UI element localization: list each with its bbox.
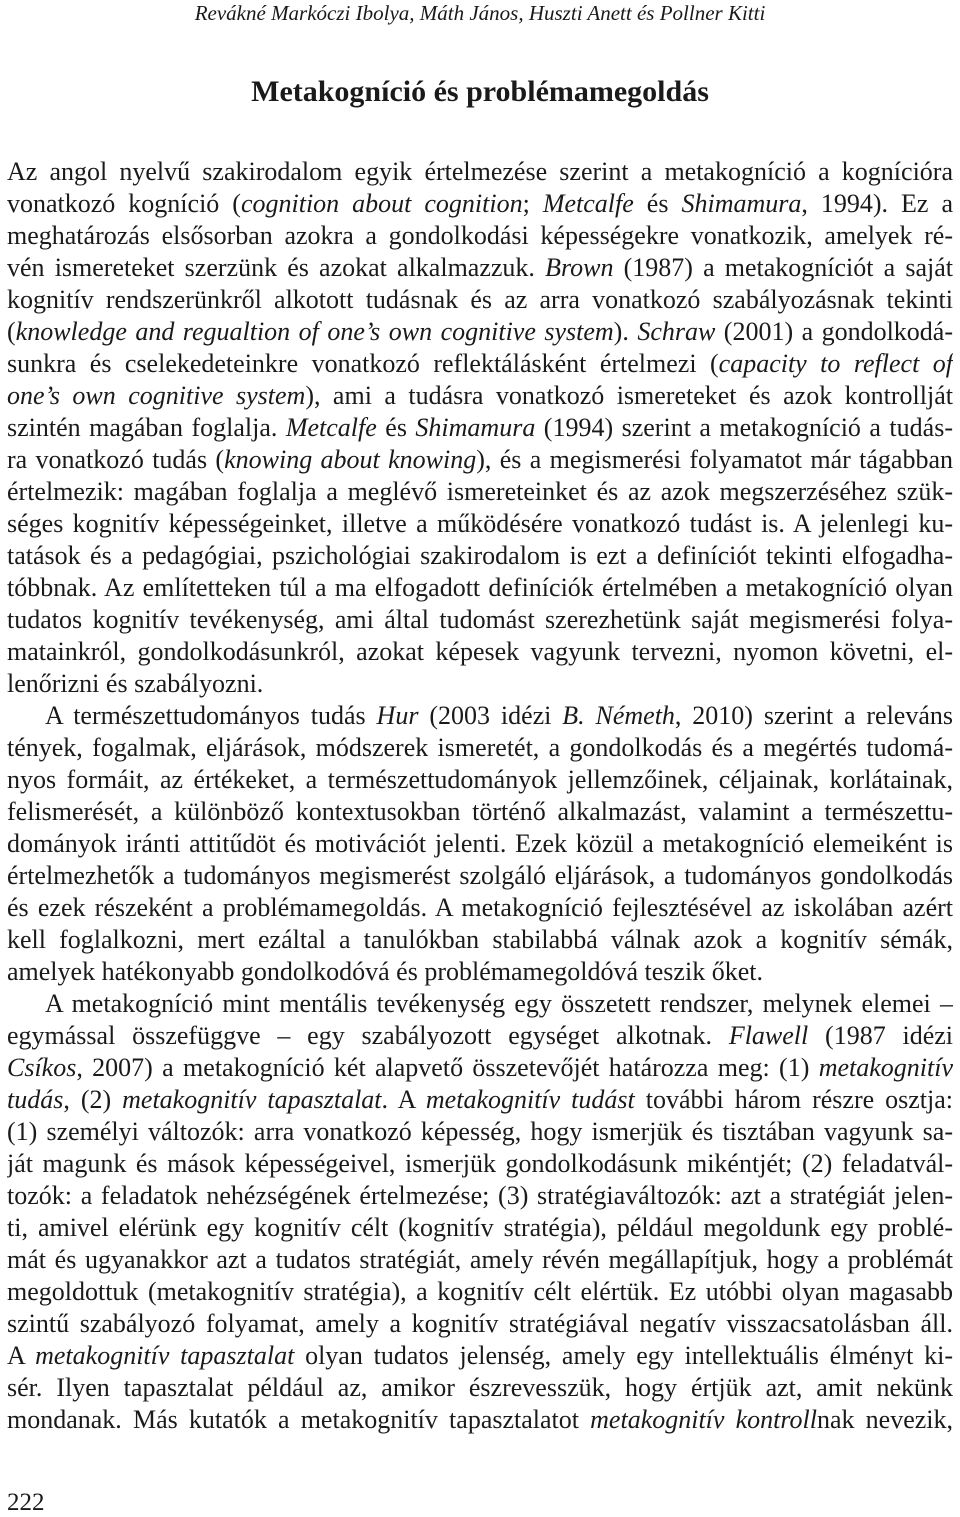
italic-text: Metcalfe bbox=[285, 413, 377, 442]
text-run: ra vonatkozó tudás ( bbox=[7, 445, 225, 474]
italic-text: Brown bbox=[545, 253, 614, 282]
italic-text: knowing about knowing bbox=[224, 445, 477, 474]
text-run: vén ismereteket szerzünk és azokat alkalmazzuk. bbox=[7, 253, 546, 282]
text-line bbox=[7, 1020, 953, 1052]
text-line bbox=[7, 924, 953, 956]
text-line bbox=[7, 956, 953, 988]
text-run: ). bbox=[613, 317, 638, 346]
italic-text: Metcalfe bbox=[542, 189, 634, 218]
text-run: (1) személyi változók: arra vonatkozó képesség, hogy ismerjük és tisztában vagyunk sa- bbox=[7, 1117, 953, 1146]
text-line bbox=[7, 316, 953, 348]
text-line bbox=[7, 1276, 953, 1308]
text-run: , 2007) a metakogníció két alapvető összetevőjét határozza meg: (1) bbox=[76, 1053, 819, 1082]
paragraph bbox=[7, 988, 953, 1436]
text-run: lenőrizni és szabályozni. bbox=[7, 669, 264, 698]
text-run: ját magunk és mások képességeivel, ismerjük gondolkodásunk mikéntjét; (2) feladatvál- bbox=[7, 1149, 953, 1178]
text-run: nak nevezik, bbox=[816, 1405, 953, 1434]
italic-text: cognition about cognition bbox=[240, 189, 523, 218]
text-run: további három részre osztja: bbox=[634, 1085, 953, 1114]
italic-text: B. Németh bbox=[562, 701, 675, 730]
text-run: dományok iránti attitűdöt és motivációt jelenti. Ezek közül a metakogníció elemeiként is bbox=[7, 829, 953, 858]
text-run: Az angol nyelvű szakirodalom egyik értelmezése szerint a metakogníció a kognícióra bbox=[7, 157, 953, 186]
text-run: és bbox=[633, 189, 682, 218]
text-run: (1987 idézi bbox=[808, 1021, 953, 1050]
text-run: egymással összefüggve – egy szabályozott egységet alkotnak. bbox=[7, 1021, 729, 1050]
text-run: és ezek részeként a problémamegoldás. A metakogníció fejlesztésével az iskolában azért bbox=[7, 893, 953, 922]
text-run: tények, fogalmak, eljárások, módszerek ismeretét, a gondolkodás és a megértés tudomá- bbox=[7, 733, 953, 762]
text-run: , 1994). Ez a bbox=[801, 189, 953, 218]
text-line bbox=[7, 220, 953, 252]
text-line bbox=[7, 668, 953, 700]
text-run: tudatos kognitív tevékenység, ami által tudomást szerezhetünk saját megismerési folya- bbox=[7, 605, 953, 634]
text-run: ( bbox=[7, 317, 16, 346]
text-line bbox=[7, 796, 953, 828]
text-line bbox=[7, 732, 953, 764]
text-line bbox=[7, 476, 953, 508]
text-run: sunkra és cselekedeteinkre vonatkozó reflektálásként értelmezi ( bbox=[7, 349, 719, 378]
text-run: felismerését, a különböző kontextusokban történő alkalmazást, valamint a természettu- bbox=[7, 797, 953, 826]
text-run: A természettudományos tudás bbox=[45, 701, 377, 730]
text-run: szintű szabályozó folyamat, amely a kognitív stratégiával negatív visszacsatolásban áll. bbox=[7, 1309, 953, 1338]
italic-text: metakognitív tudást bbox=[425, 1085, 635, 1114]
text-line bbox=[7, 860, 953, 892]
text-run: vonatkozó kogníció ( bbox=[7, 189, 241, 218]
text-line bbox=[7, 1116, 953, 1148]
text-line bbox=[7, 892, 953, 924]
text-run: tóbbnak. Az említetteken túl a ma elfogadott definíciók értelmében a metakogníció olyan bbox=[7, 573, 953, 602]
text-run: sér. Ilyen tapasztalat például az, amikor észrevesszük, hogy értjük azt, amit nekünk bbox=[7, 1373, 953, 1402]
text-run: (1987) a metakogníciót a saját bbox=[613, 253, 953, 282]
text-run: olyan tudatos jelenség, amely egy intellektuális élményt ki- bbox=[294, 1341, 953, 1370]
text-run: (2001) a gondolkodá- bbox=[715, 317, 953, 346]
text-line bbox=[7, 572, 953, 604]
text-run: mát és ugyanakkor azt a tudatos stratégiát, amely révén megállapítjuk, hogy a problémát bbox=[7, 1245, 953, 1274]
text-run: séges kognitív képességeinket, illetve a működésére vonatkozó tudást is. A jelenlegi ku- bbox=[7, 509, 953, 538]
text-run: (2003 idézi bbox=[418, 701, 563, 730]
text-run: matainkról, gondolkodásunkról, azokat képesek vagyunk tervezni, nyomon követni, el- bbox=[7, 637, 953, 666]
text-line bbox=[7, 412, 953, 444]
text-line bbox=[7, 764, 953, 796]
text-line bbox=[7, 156, 953, 188]
text-run: megoldottuk (metakognitív stratégia), a kognitív célt elértük. Ez utóbbi olyan magasabb bbox=[7, 1277, 953, 1306]
text-line bbox=[7, 540, 953, 572]
text-line bbox=[7, 1084, 953, 1116]
text-line bbox=[7, 252, 953, 284]
text-line bbox=[7, 444, 953, 476]
text-run: kell foglalkozni, mert ezáltal a tanulókban stabilabbá válnak azok a kognitív sémák, bbox=[7, 925, 953, 954]
italic-text: one’s own cognitive system bbox=[7, 381, 306, 410]
text-run: amelyek hatékonyabb gondolkodóvá és problémamegoldóvá teszik őket. bbox=[7, 957, 763, 986]
text-run: A bbox=[7, 1341, 36, 1370]
italic-text: Hur bbox=[376, 701, 419, 730]
text-run: , 2010) szerint a releváns bbox=[674, 701, 953, 730]
text-line bbox=[7, 1180, 953, 1212]
text-line bbox=[7, 380, 953, 412]
text-line bbox=[7, 1340, 953, 1372]
italic-text: Shimamura bbox=[415, 413, 536, 442]
paragraph bbox=[7, 700, 953, 988]
text-run: kognitív rendszerünkről alkotott tudásnak és az arra vonatkozó szabályozásnak tekinti bbox=[7, 285, 953, 314]
text-run: szintén magában foglalja. bbox=[7, 413, 286, 442]
text-run: (1994) szerint a metakogníció a tudás- bbox=[535, 413, 953, 442]
italic-text: Csíkos bbox=[7, 1053, 77, 1082]
text-line bbox=[7, 1372, 953, 1404]
text-line bbox=[7, 636, 953, 668]
text-run: mondanak. Más kutatók a metakognitív tapasztalatot bbox=[7, 1405, 591, 1434]
text-line bbox=[7, 348, 953, 380]
body-text bbox=[7, 156, 953, 1436]
italic-text: Schraw bbox=[637, 317, 716, 346]
text-line bbox=[7, 188, 953, 220]
text-line bbox=[7, 1308, 953, 1340]
text-run: ; bbox=[522, 189, 543, 218]
text-line bbox=[7, 1148, 953, 1180]
paragraph bbox=[7, 156, 953, 700]
text-run: értelmezhetők a tudományos megismerést szolgáló eljárások, a tudományos gondolkodás bbox=[7, 861, 953, 890]
italic-text: tudás bbox=[7, 1085, 64, 1114]
text-line bbox=[7, 1212, 953, 1244]
text-run: tatások és a pedagógiai, pszichológiai szakirodalom is ezt a definíciót tekinti elfogadha- bbox=[7, 541, 953, 570]
article-title: Metakogníció és problémamegoldás bbox=[251, 75, 709, 108]
text-run: , (2) bbox=[63, 1085, 123, 1114]
italic-text: metakognitív tapasztalat bbox=[122, 1085, 382, 1114]
text-line bbox=[7, 1244, 953, 1276]
italic-text: metakognitív kontroll bbox=[590, 1405, 817, 1434]
italic-text: metakognitív tapasztalat bbox=[35, 1341, 295, 1370]
text-line bbox=[7, 1404, 953, 1436]
text-run: ti, amivel elérünk egy kognitív célt (kognitív stratégia), például megoldunk egy problé- bbox=[7, 1213, 953, 1242]
text-run: . A bbox=[381, 1085, 426, 1114]
italic-text: Shimamura bbox=[681, 189, 802, 218]
text-run: ), ami a tudásra vonatkozó ismereteket és azok kontrollját bbox=[305, 381, 953, 410]
text-run: meghatározás elsősorban azokra a gondolkodási képességekre vonatkozik, amelyek ré- bbox=[7, 221, 953, 250]
text-run: értelmezik: magában foglalja a meglévő ismereteinket és az azok megszerzéséhez szük- bbox=[7, 477, 953, 506]
text-line bbox=[7, 1052, 953, 1084]
italic-text: metakognitív bbox=[818, 1053, 953, 1082]
text-line bbox=[7, 604, 953, 636]
text-run: nyos formáit, az értékeket, a természettudományok jellemzőinek, céljainak, korlátainak, bbox=[7, 765, 953, 794]
text-run: tozók: a feladatok nehézségének értelmezése; (3) stratégiaváltozók: azt a stratégiát jelen- bbox=[7, 1181, 953, 1210]
text-run: ), és a megismerési folyamatot már tágabban bbox=[476, 445, 953, 474]
italic-text: knowledge and regualtion of one’s own cognitive system bbox=[15, 317, 614, 346]
text-run: és bbox=[376, 413, 416, 442]
text-line bbox=[7, 700, 953, 732]
italic-text: capacity to reflect of bbox=[718, 349, 953, 378]
text-line bbox=[7, 508, 953, 540]
italic-text: Flawell bbox=[728, 1021, 809, 1050]
text-run: A metakogníció mint mentális tevékenység egy összetett rendszer, melynek elemei – bbox=[45, 989, 953, 1018]
text-line bbox=[7, 988, 953, 1020]
page-number: 222 bbox=[7, 1489, 45, 1516]
text-line bbox=[7, 284, 953, 316]
text-line bbox=[7, 828, 953, 860]
running-head: Revákné Markóczi Ibolya, Máth János, Huszti Anett és Pollner Kitti bbox=[194, 1, 766, 25]
